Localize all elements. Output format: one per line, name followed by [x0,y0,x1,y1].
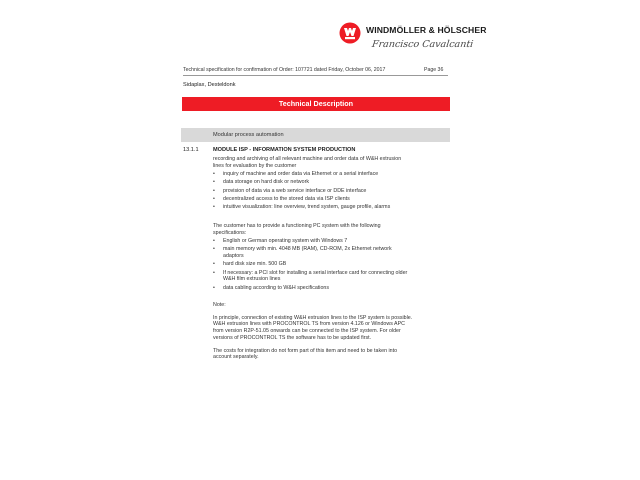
feature-block [213,156,413,211]
list-item: • provision of data via a web service interface or DDE interface [213,187,367,194]
note-block [213,302,413,361]
requirements-list [213,238,413,291]
customer-name: Sidaplax, Desteldonk [183,82,236,88]
note-text: In principle, connection of existing W&H extrusion lines to the ISP system is possible. W&H extrusion lines with PROCONTROL TS from version 4.126 or Windows APC from version R2P-51.05 onwards can be connected to the ISP system. For older versions of PROCONTROL TS the software has to be updated first. [213,314,413,341]
banner-title: Technical Description [278,99,354,108]
list-item: • inquiry of machine and order data via Ethernet or a serial interface [213,171,379,177]
spec-header: Technical specification for confirmation of Order: 107721 dated Friday, October 06, 2017 [183,67,386,73]
section-bar [181,128,450,142]
list-item: • data cabling according to W&H specifications [213,284,329,291]
note-label: Note: [213,302,226,308]
requirements-block [213,223,413,291]
list-item: • decentralized access to the stored data via ISP clients [213,195,350,202]
section-bar-title: Modular process automation [213,132,284,138]
section-number: 13.1.1 [183,147,199,153]
list-item: • intuitive visualization: line overview, trend system, gauge profile, alarms [213,204,391,211]
title-banner [182,97,450,111]
list-item: • If necessary: a PCI slot for installing a serial interface card for connecting older W&H film extrusion lines [213,269,408,283]
wh-logo-icon [339,22,361,44]
requirements-intro: The customer has to provide a functioning PC system with the following specifications: [213,223,381,236]
section-intro: recording and archiving of all relevant machine and order data of W&H extrusion lines for evaluation by the customer [213,156,402,169]
list-item: • English or German operating system with Windows 7 [213,238,348,244]
list-item: • hard disk size min. 500 GB [213,261,287,268]
brand-name: WINDMÖLLER & HÖLSCHER [366,25,487,35]
list-item: • main memory with min. 4048 MB (RAM), CD-ROM, 2x Ethernet network adaptors [213,246,392,259]
header-divider [183,75,448,76]
costs-text: The costs for integration do not form part of this item and need to be taken into account separately. [213,347,398,361]
feature-list [213,171,413,211]
list-item: • data storage on hard disk or network [213,179,309,186]
page-number: Page 36 [424,67,444,73]
signature: Francisco Cavalcanti [371,39,474,50]
section-title: MODULE ISP - INFORMATION SYSTEM PRODUCTION [213,147,356,153]
